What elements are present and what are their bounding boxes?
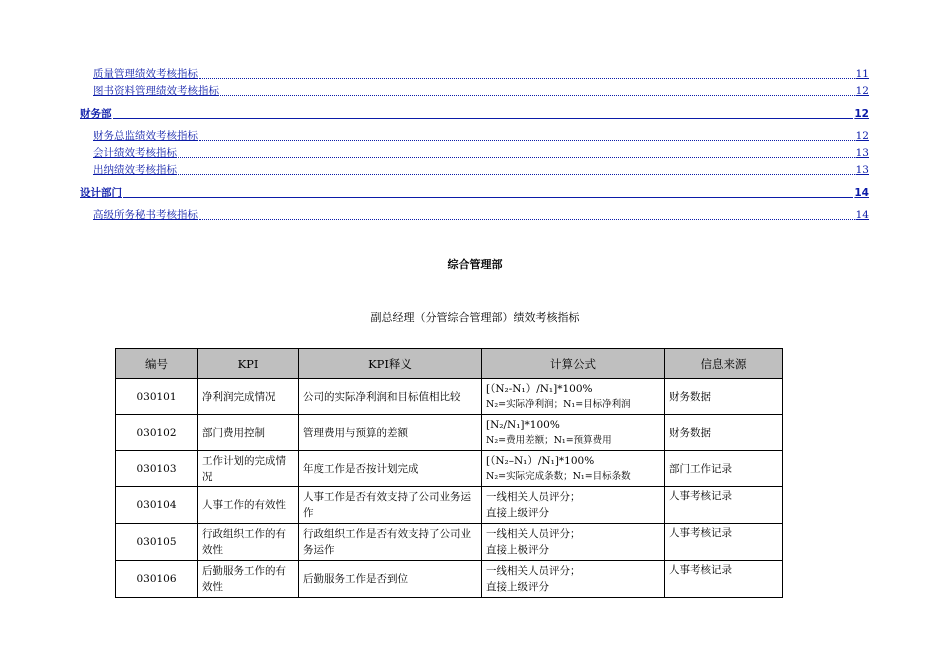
cell-code: 030104 [116, 487, 198, 524]
cell-definition: 管理费用与预算的差额 [299, 415, 482, 451]
table-row [116, 487, 783, 524]
cell-definition: 人事工作是否有效支持了公司业务运作 [299, 487, 482, 524]
header-code: 编号 [116, 349, 198, 379]
toc-page-number: 12 [855, 130, 869, 142]
toc-entry[interactable] [80, 207, 869, 224]
toc-page-number: 13 [855, 164, 869, 176]
formula-line: 一线相关人员评分； [486, 565, 581, 577]
formula-line: [（N₂–N₁）/N₁]*100% [486, 454, 595, 467]
cell-code: 030103 [116, 451, 198, 487]
cell-code: 030101 [116, 379, 198, 415]
toc-section-label: 设计部门 [80, 187, 122, 199]
cell-source: 人事考核记录 [665, 524, 783, 561]
cell-source: 财务数据 [665, 415, 783, 451]
toc-section-label: 财务部 [80, 108, 112, 120]
formula-line: [（N₂-N₁）/N₁]*100% [486, 382, 593, 395]
toc-entry[interactable] [80, 83, 869, 100]
cell-definition: 公司的实际净利润和目标值相比较 [299, 379, 482, 415]
cell-definition: 后勤服务工作是否到位 [299, 561, 482, 598]
toc-page-number: 14 [855, 209, 869, 221]
cell-source: 部门工作记录 [665, 451, 783, 487]
table-row [116, 379, 783, 415]
toc-leader [199, 218, 855, 220]
cell-source: 财务数据 [665, 379, 783, 415]
formula-variables: 直接上级评分 [486, 581, 549, 593]
cell-definition: 年度工作是否按计划完成 [299, 451, 482, 487]
toc-entry-label: 会计绩效考核指标 [93, 147, 177, 159]
toc-entry-label: 图书资料管理绩效考核指标 [93, 85, 219, 97]
department-heading: 综合管理部 [447, 258, 503, 271]
header-kpi: KPI [198, 349, 299, 379]
formula-line: 一线相关人员评分； [486, 491, 581, 503]
header-kpi-definition: KPI释义 [299, 349, 482, 379]
formula-line: [N₂/N₁]*100% [486, 418, 560, 431]
table-header-row [116, 349, 783, 379]
table-row [116, 561, 783, 598]
toc-page-number: 12 [855, 85, 869, 97]
toc-entry-label: 财务总监绩效考核指标 [93, 130, 198, 142]
toc-entry-label: 出纳绩效考核指标 [93, 164, 177, 176]
toc-page-number: 13 [855, 147, 869, 159]
toc-entry[interactable] [80, 145, 869, 162]
toc-leader [220, 94, 855, 96]
toc-leader [113, 117, 854, 119]
formula-variables: N₂=费用差额；N₁=预算费用 [486, 434, 612, 446]
formula-variables: 直接上极评分 [486, 544, 549, 556]
cell-formula [482, 451, 665, 487]
cell-formula [482, 379, 665, 415]
toc-entry-label: 高级所务秘书考核指标 [93, 209, 198, 221]
cell-kpi: 后勤服务工作的有效性 [198, 561, 299, 598]
cell-code: 030106 [116, 561, 198, 598]
cell-kpi: 人事工作的有效性 [198, 487, 299, 524]
cell-formula [482, 524, 665, 561]
table-of-contents [80, 66, 869, 224]
header-formula: 计算公式 [482, 349, 665, 379]
cell-kpi: 行政组织工作的有效性 [198, 524, 299, 561]
cell-formula [482, 561, 665, 598]
table-row [116, 415, 783, 451]
toc-leader [199, 77, 855, 79]
cell-kpi: 工作计划的完成情况 [198, 451, 299, 487]
toc-leader [178, 173, 855, 175]
formula-variables: 直接上级评分 [486, 507, 549, 519]
header-source: 信息来源 [665, 349, 783, 379]
cell-source: 人事考核记录 [665, 487, 783, 524]
toc-leader [123, 196, 853, 198]
cell-kpi: 部门费用控制 [198, 415, 299, 451]
toc-section-entry[interactable] [80, 106, 869, 123]
table-row [116, 524, 783, 561]
table-title: 副总经理（分管综合管理部）绩效考核指标 [370, 311, 580, 324]
toc-page-number: 14 [854, 187, 869, 199]
formula-line: 一线相关人员评分； [486, 528, 581, 540]
formula-variables: N₂=实际完成条数；N₁=目标条数 [486, 470, 631, 482]
toc-leader [199, 139, 855, 141]
cell-code: 030102 [116, 415, 198, 451]
kpi-table [115, 348, 783, 598]
cell-formula [482, 415, 665, 451]
table-row [116, 451, 783, 487]
toc-entry[interactable] [80, 128, 869, 145]
cell-source: 人事考核记录 [665, 561, 783, 598]
formula-variables: N₂=实际净利润；N₁=目标净利润 [486, 398, 631, 410]
cell-formula [482, 487, 665, 524]
cell-kpi: 净利润完成情况 [198, 379, 299, 415]
toc-section-entry[interactable] [80, 185, 869, 202]
toc-entry-label: 质量管理绩效考核指标 [93, 68, 198, 80]
toc-page-number: 11 [855, 68, 869, 80]
toc-page-number: 12 [854, 108, 869, 120]
cell-definition: 行政组织工作是否有效支持了公司业务运作 [299, 524, 482, 561]
toc-leader [178, 156, 855, 158]
toc-entry[interactable] [80, 66, 869, 83]
toc-entry[interactable] [80, 162, 869, 179]
cell-code: 030105 [116, 524, 198, 561]
